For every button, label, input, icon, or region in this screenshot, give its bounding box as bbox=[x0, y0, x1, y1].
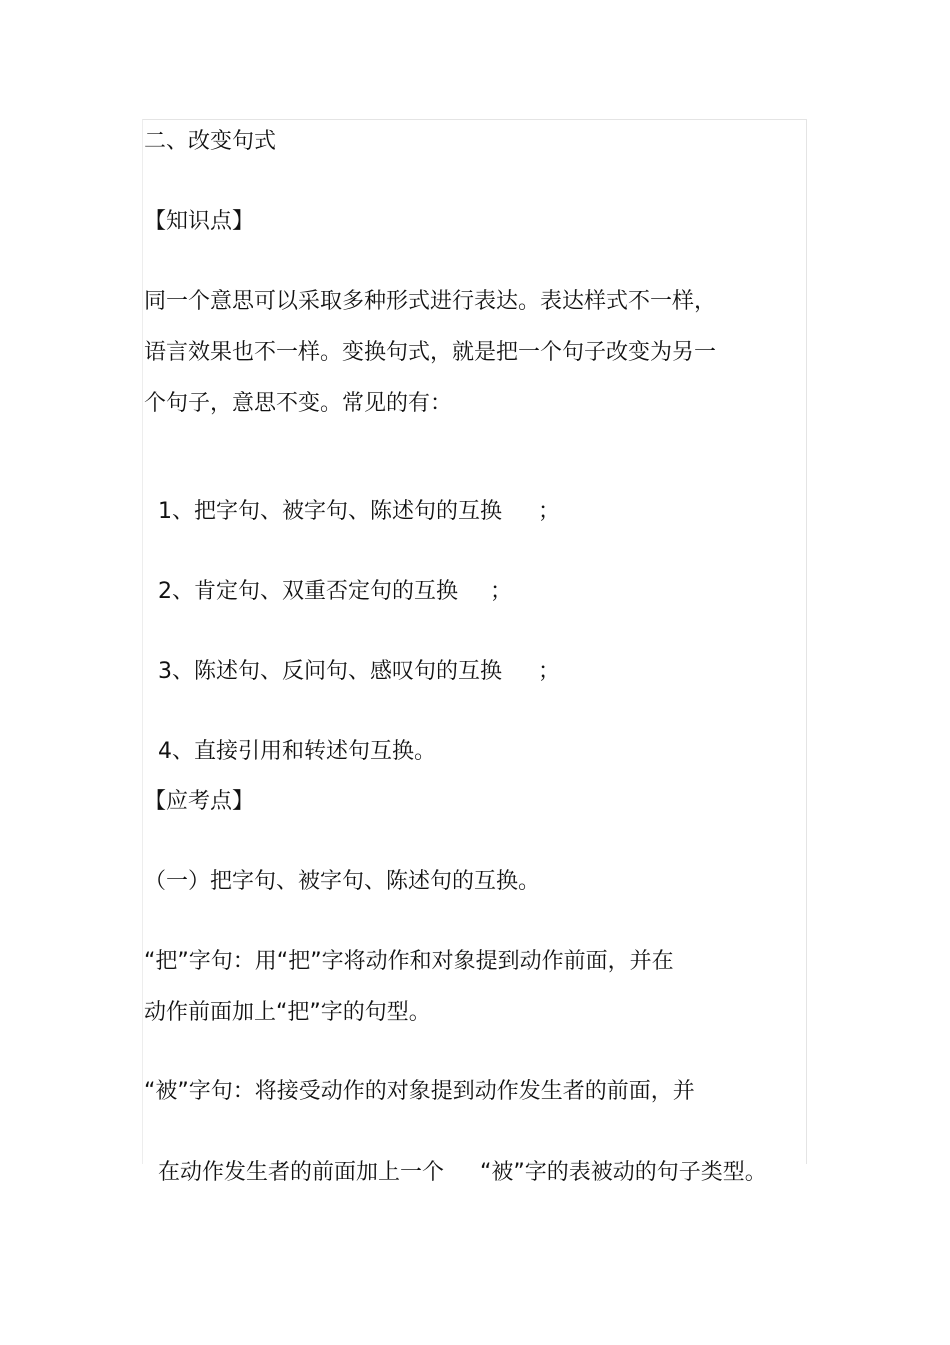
bei-definition-part-b: “被”字的表被动的句子类型。 bbox=[480, 1160, 767, 1185]
bei-definition-part-a: 在动作发生者的前面加上一个 bbox=[158, 1160, 445, 1185]
bei-definition-line-1: “被”字句：将接受动作的对象提到动作发生者的前面，并 bbox=[144, 1079, 695, 1104]
list-item-text: 1、把字句、被字句、陈述句的互换 bbox=[158, 499, 502, 524]
ba-definition-line-2: 动作前面加上“把”字的句型。 bbox=[144, 1000, 431, 1025]
sub-heading: （一）把字句、被字句、陈述句的互换。 bbox=[144, 869, 541, 894]
bei-definition-line-2 bbox=[144, 1128, 767, 1188]
intro-line-1: 同一个意思可以采取多种形式进行表达。表达样式不一样， bbox=[144, 289, 717, 314]
exam-label: 【应考点】 bbox=[144, 789, 255, 814]
list-item-text: 4、直接引用和转述句互换。 bbox=[158, 739, 436, 764]
list-item bbox=[144, 627, 560, 687]
intro-line-3: 个句子，意思不变。常见的有： bbox=[144, 391, 453, 416]
list-item-text: 2、肯定句、双重否定句的互换 bbox=[158, 579, 458, 604]
ba-definition-line-1: “把”字句：用“把”字将动作和对象提到动作前面，并在 bbox=[144, 949, 674, 974]
list-item-end: ； bbox=[538, 499, 561, 524]
list-item bbox=[144, 707, 436, 767]
list-item-text: 3、陈述句、反问句、感叹句的互换 bbox=[158, 659, 502, 684]
section-heading: 二、改变句式 bbox=[144, 129, 277, 154]
list-item bbox=[144, 467, 560, 527]
list-item-end: ； bbox=[490, 579, 513, 604]
list-item bbox=[144, 547, 512, 607]
intro-line-2: 语言效果也不一样。变换句式，就是把一个句子改变为另一 bbox=[144, 340, 717, 365]
list-item-end: ； bbox=[538, 659, 561, 684]
knowledge-label: 【知识点】 bbox=[144, 209, 255, 234]
